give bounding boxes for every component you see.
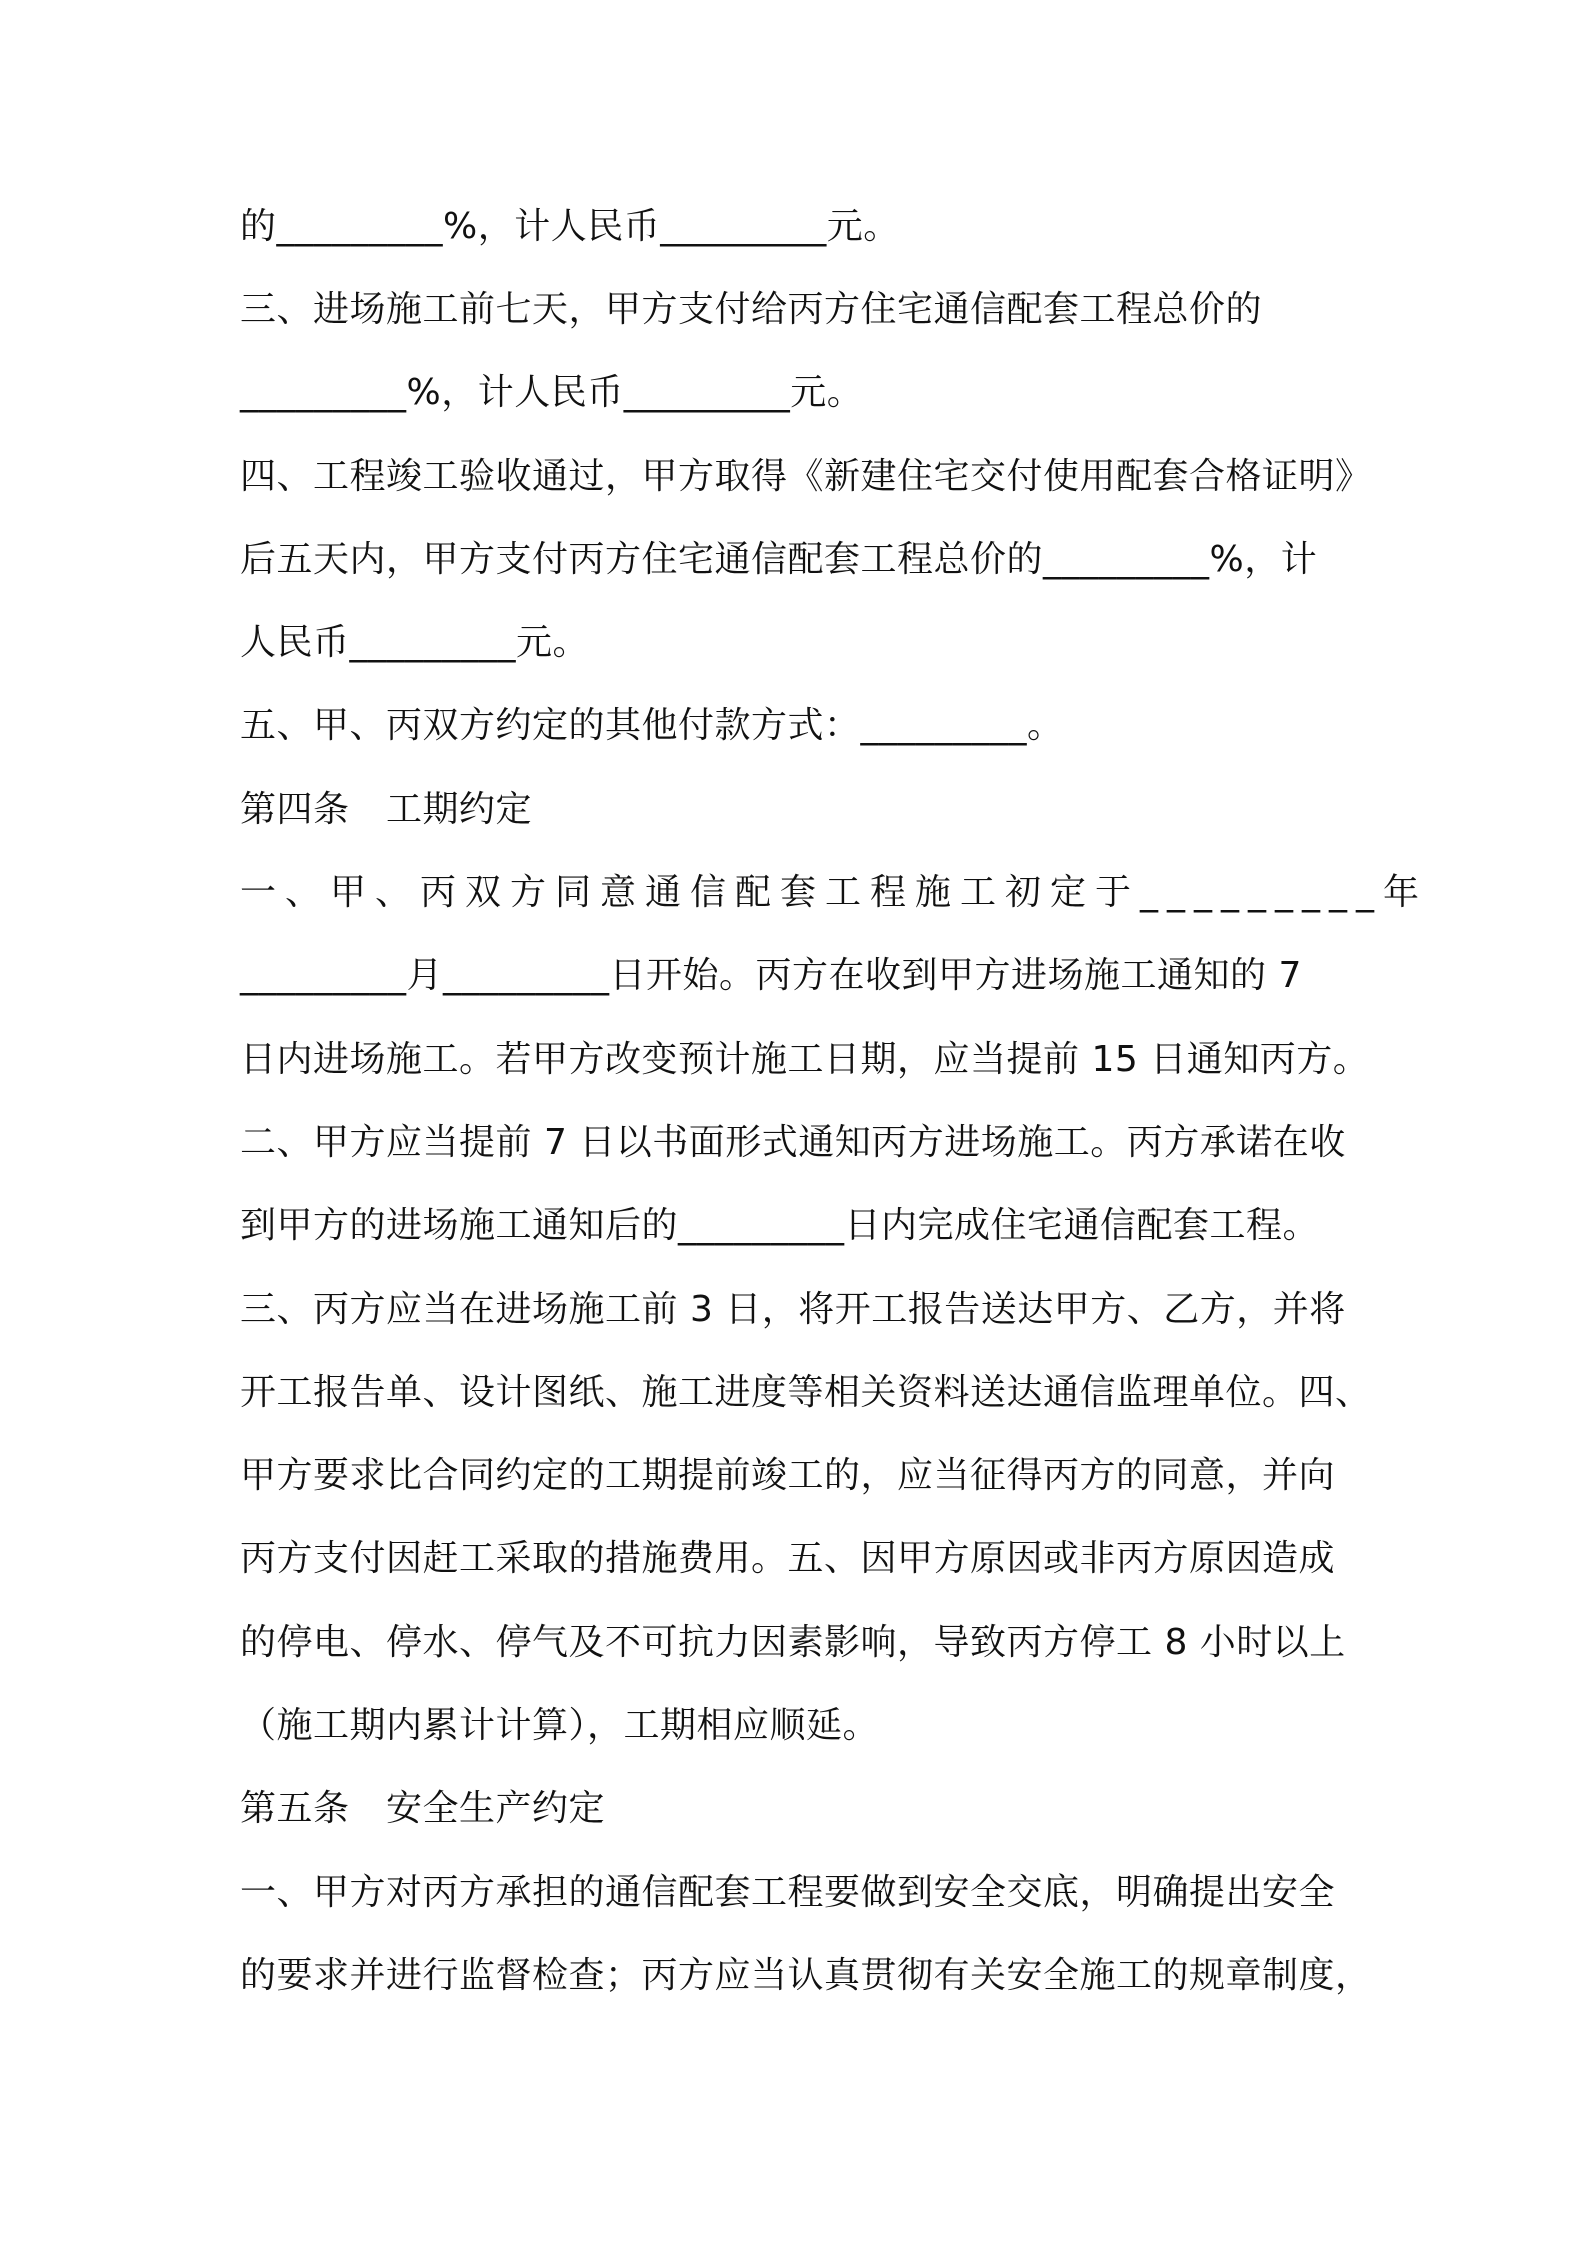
payment-clause-3-continuation: _________%，计人民币_________元。 bbox=[240, 372, 864, 413]
payment-clause-4: 四、工程竣工验收通过，甲方取得《新建住宅交付使用配套合格证明》 bbox=[240, 456, 1372, 497]
article-5-heading: 第五条 安全生产约定 bbox=[240, 1788, 606, 1829]
schedule-clause-5: 的停电、停水、停气及不可抗力因素影响，导致丙方停工 8 小时以上 bbox=[240, 1622, 1346, 1663]
payment-clause-4-end: 人民币_________元。 bbox=[240, 622, 590, 663]
schedule-clause-3: 三、丙方应当在进场施工前 3 日，将开工报告送达甲方、乙方，并将 bbox=[240, 1289, 1346, 1330]
schedule-clause-5-end: （施工期内累计计算），工期相应顺延。 bbox=[240, 1705, 880, 1746]
payment-clause-4-continuation: 后五天内，甲方支付丙方住宅通信配套工程总价的_________%，计 bbox=[240, 539, 1318, 580]
payment-clause-3: 三、进场施工前七天，甲方支付给丙方住宅通信配套工程总价的 bbox=[240, 289, 1263, 330]
payment-clause-2-continuation: 的_________%，计人民币_________元。 bbox=[240, 206, 900, 247]
schedule-clause-1-continuation: _________月_________日开始。丙方在收到甲方进场施工通知的 7 bbox=[240, 955, 1302, 996]
schedule-clause-1-end: 日内进场施工。若甲方改变预计施工日期，应当提前 15 日通知丙方。 bbox=[240, 1039, 1370, 1080]
schedule-clause-4-continuation: 丙方支付因赶工采取的措施费用。五、因甲方原因或非丙方原因造成 bbox=[240, 1538, 1336, 1579]
safety-clause-1: 一、甲方对丙方承担的通信配套工程要做到安全交底，明确提出安全 bbox=[240, 1872, 1336, 1913]
article-4-heading: 第四条 工期约定 bbox=[240, 789, 533, 830]
schedule-clause-3-continuation: 开工报告单、设计图纸、施工进度等相关资料送达通信监理单位。四、 bbox=[240, 1372, 1372, 1413]
payment-clause-5: 五、甲、丙双方约定的其他付款方式：_________。 bbox=[240, 705, 1064, 746]
safety-clause-1-continuation: 的要求并进行监督检查；丙方应当认真贯彻有关安全施工的规章制度， bbox=[240, 1955, 1372, 1996]
schedule-clause-2: 二、甲方应当提前 7 日以书面形式通知丙方进场施工。丙方承诺在收 bbox=[240, 1122, 1346, 1163]
schedule-clause-4: 甲方要求比合同约定的工期提前竣工的，应当征得丙方的同意，并向 bbox=[240, 1455, 1336, 1496]
schedule-clause-1: 一、甲、丙双方同意通信配套工程施工初定于_________年 bbox=[240, 872, 1429, 913]
schedule-clause-2-continuation: 到甲方的进场施工通知后的_________日内完成住宅通信配套工程。 bbox=[240, 1205, 1320, 1246]
